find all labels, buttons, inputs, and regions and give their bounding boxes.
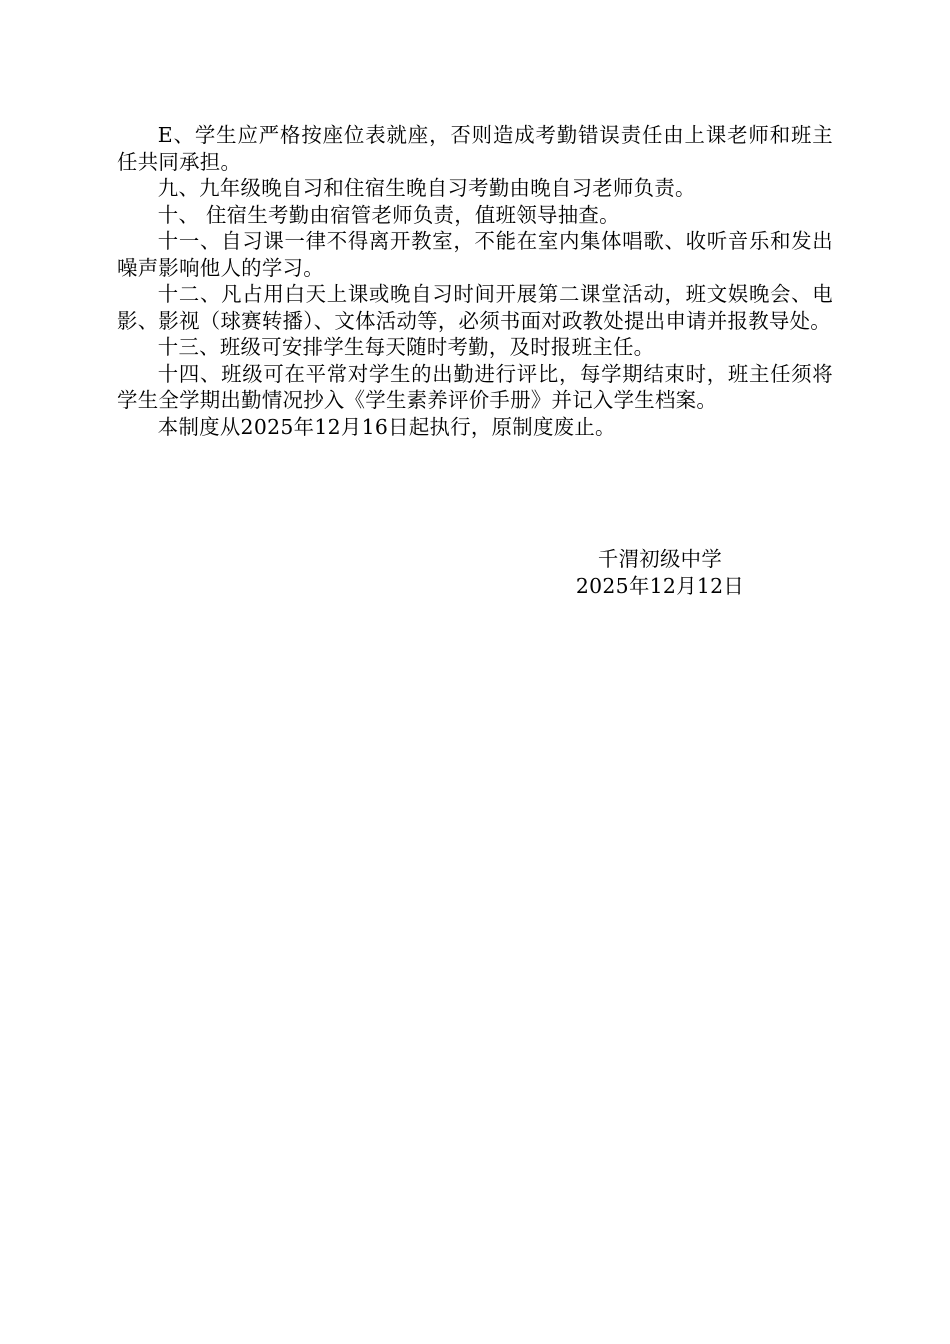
paragraph-item-14: 十四、班级可在平常对学生的出勤进行评比，每学期结束时，班主任须将学生全学期出勤情况抄入《学生素养评价手册》并记入学生档案。	[117, 361, 833, 412]
signature-block	[540, 546, 780, 599]
effective-date-statement: 本制度从2025年12月16日起执行，原制度废止。	[157, 414, 616, 439]
signature-date: 2025年12月12日	[575, 573, 745, 598]
paragraph-item-13: 十三、班级可安排学生每天随时考勤，及时报班主任。	[157, 335, 655, 359]
paragraph-item-9: 九、九年级晚自习和住宿生晚自习考勤由晚自习老师负责。	[157, 176, 696, 200]
paragraph-item-e: E、学生应严格按座位表就座，否则造成考勤错误责任由上课老师和班主任共同承担。	[117, 123, 833, 174]
document-body	[117, 122, 833, 440]
paragraph-item-10: 十、 住宿生考勤由宿管老师负责，值班领导抽查。	[157, 202, 620, 227]
signature-organization: 千渭初级中学	[597, 547, 723, 571]
paragraph-item-12: 十二、凡占用白天上课或晚自习时间开展第二课堂活动，班文娱晚会、电影、影视（球赛转播）、文体活动等，必须书面对政教处提出申请并报教导处。	[117, 282, 833, 333]
paragraph-item-11: 十一、自习课一律不得离开教室，不能在室内集体唱歌、收听音乐和发出噪声影响他人的学习。	[117, 229, 833, 280]
